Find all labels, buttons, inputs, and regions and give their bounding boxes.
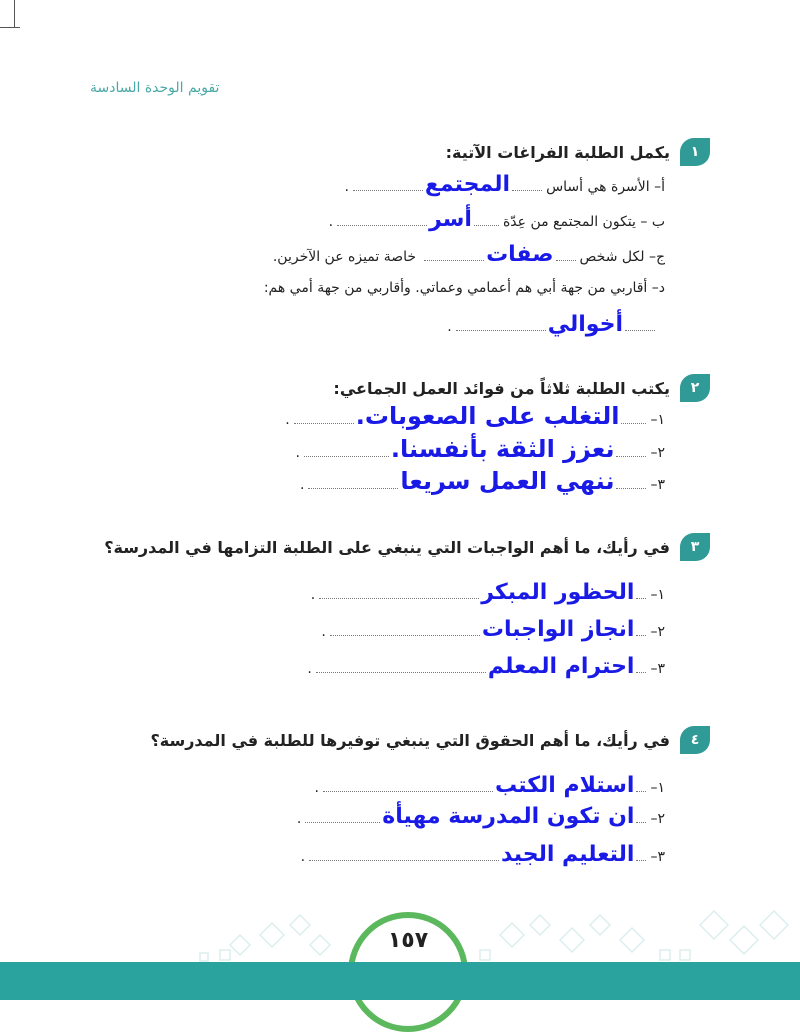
- item-suffix: .: [447, 319, 452, 335]
- blank-dots: [294, 409, 354, 424]
- crop-mark-top-left: [14, 0, 15, 28]
- blank-dots: [616, 474, 646, 489]
- item-suffix: .: [314, 780, 319, 796]
- item-label: ٣–: [650, 661, 665, 677]
- item-label: ١–: [650, 587, 665, 603]
- blank-dots: [305, 808, 380, 823]
- item-label: ٣–: [650, 849, 665, 865]
- handwritten-answer[interactable]: التعليم الجيد: [501, 842, 635, 867]
- item-prefix: د– أقاربي من جهة أبي هم أعمامي وعماتي. وأقاربي من جهة أمي هم:: [263, 280, 665, 296]
- question-number-badge: ١: [680, 138, 710, 166]
- blank-dots: [512, 176, 542, 191]
- q2-item-1: [285, 402, 665, 430]
- page-number: ١٥٧: [387, 928, 429, 953]
- question-1-header: [446, 137, 710, 167]
- question-number-badge: ٤: [680, 726, 710, 754]
- blank-dots: [636, 777, 646, 792]
- blank-dots: [636, 584, 646, 599]
- question-text: في رأيك، ما أهم الواجبات التي ينبغي على الطلبة التزامها في المدرسة؟: [104, 537, 670, 557]
- item-label: ١–: [650, 780, 665, 796]
- question-number-badge: ٣: [680, 533, 710, 561]
- item-suffix: .: [285, 412, 290, 428]
- item-suffix: خاصة تميزه عن الآخرين.: [272, 249, 417, 265]
- item-suffix: .: [307, 661, 312, 677]
- q3-item-3: [307, 654, 665, 679]
- handwritten-answer[interactable]: صفات: [486, 242, 554, 267]
- blank-dots: [316, 658, 486, 673]
- blank-dots: [636, 621, 646, 636]
- handwritten-answer[interactable]: انجاز الواجبات: [481, 617, 635, 642]
- item-label: ١–: [650, 412, 665, 428]
- item-label: ٣–: [650, 477, 665, 493]
- question-3-header: [104, 532, 710, 562]
- item-prefix: ب – يتكون المجتمع من عِدّة: [502, 214, 665, 230]
- item-suffix: .: [310, 587, 316, 603]
- blank-dots: [424, 246, 484, 261]
- item-suffix: .: [299, 477, 305, 493]
- item-label: ٢–: [650, 811, 665, 827]
- item-suffix: .: [328, 214, 334, 230]
- q4-item-3: [301, 842, 665, 867]
- blank-dots: [616, 442, 646, 457]
- question-text: في رأيك، ما أهم الحقوق التي ينبغي توفيرها للطلبة في المدرسة؟: [150, 730, 670, 750]
- blank-dots: [621, 409, 646, 424]
- q1-item-c: [273, 242, 665, 267]
- blank-dots: [636, 658, 646, 673]
- q1-item-b: [329, 207, 665, 232]
- blank-dots: [304, 442, 389, 457]
- item-suffix: .: [321, 624, 326, 640]
- blank-dots: [308, 474, 398, 489]
- item-suffix: .: [344, 179, 349, 195]
- footer-band: [0, 962, 800, 1000]
- q2-item-2: [295, 435, 665, 463]
- blank-dots: [330, 621, 480, 636]
- handwritten-answer[interactable]: المجتمع: [424, 172, 511, 197]
- item-prefix: ج– لكل شخص: [579, 249, 665, 265]
- handwritten-answer[interactable]: ان تكون المدرسة مهيأة: [382, 804, 635, 829]
- handwritten-answer[interactable]: التغلب على الصعوبات.: [355, 402, 620, 430]
- question-4-header: [150, 725, 710, 755]
- blank-dots: [556, 246, 576, 261]
- blank-dots: [319, 584, 479, 599]
- item-suffix: .: [295, 445, 300, 461]
- blank-dots: [625, 316, 655, 331]
- item-label: ٢–: [650, 624, 665, 640]
- handwritten-answer[interactable]: ننهي العمل سريعا: [400, 467, 615, 495]
- handwritten-answer[interactable]: نعزز الثقة بأنفسنا.: [390, 435, 615, 463]
- q1-item-a: [344, 172, 665, 197]
- blank-dots: [353, 176, 423, 191]
- blank-dots: [309, 846, 499, 861]
- q1-item-d-answer: [447, 312, 655, 337]
- question-2-header: [333, 373, 710, 403]
- handwritten-answer[interactable]: أخوالي: [547, 312, 623, 337]
- blank-dots: [636, 808, 646, 823]
- handwritten-answer[interactable]: استلام الكتب: [494, 773, 635, 798]
- crop-mark-top-left-h: [0, 27, 20, 28]
- q1-item-d: [264, 280, 665, 296]
- question-text: يكمل الطلبة الفراغات الآتية:: [445, 142, 670, 162]
- handwritten-answer[interactable]: الحظور المبكر: [481, 580, 635, 605]
- blank-dots: [323, 777, 493, 792]
- q4-item-2: [297, 804, 665, 829]
- item-suffix: .: [296, 811, 302, 827]
- unit-evaluation-title: تقويم الوحدة السادسة: [90, 80, 220, 96]
- item-suffix: .: [300, 849, 306, 865]
- handwritten-answer[interactable]: احترام المعلم: [487, 654, 635, 679]
- item-label: ٢–: [650, 445, 665, 461]
- q4-item-1: [315, 773, 666, 798]
- handwritten-answer[interactable]: أسر: [429, 207, 472, 232]
- q3-item-2: [321, 617, 665, 642]
- blank-dots: [337, 211, 427, 226]
- blank-dots: [456, 316, 546, 331]
- blank-dots: [636, 846, 646, 861]
- item-prefix: أ– الأسرة هي أساس: [546, 179, 665, 195]
- question-text: يكتب الطلبة ثلاثاً من فوائد العمل الجماعي:: [333, 378, 670, 398]
- question-number-badge: ٢: [680, 374, 710, 402]
- q3-item-1: [311, 580, 665, 605]
- q2-item-3: [300, 467, 665, 495]
- blank-dots: [474, 211, 499, 226]
